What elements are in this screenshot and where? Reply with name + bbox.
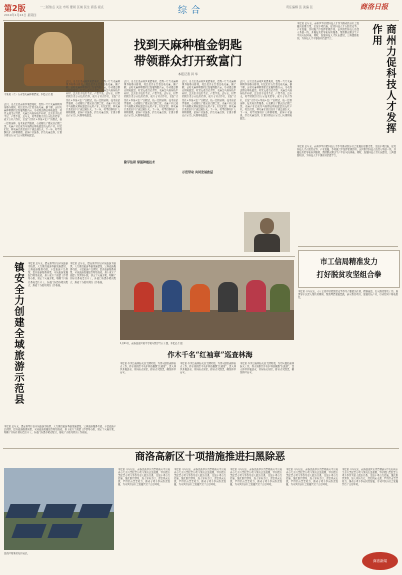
bottom-body-5: 本报讯 今年以来，商洛高新区认真贯彻落实中央和省市关于扫黑除恶专项斗争的决策部署，坚持把扫黑除恶专项斗争作为重大政治任务，采取十项有力措施，强化组织领导，加大宣传力度，深挖线索来源，严厉打击黑恶势力，推动专项斗争向纵深发展，为全区经济社会发展营造了良好环境。 xyxy=(342,468,398,487)
zhenan-body-1: 本报讯 近年来，镇安县坚持以全域旅游为统领，大力推进旅游基础设施建设，完善旅游服务功能，丰富旅游产品供给，提升旅游服务质量，全域旅游发展取得明显成效。县上成立了创建工作领导小组，制定了实施方案，明确了目标任务和责任分工。各部门各镇办紧密配合，形成了齐抓共管的工作格局。 xyxy=(28,262,68,287)
poverty-title-1: 市工信局精准发力 xyxy=(320,257,378,266)
sub-heading-2: 示范带动 共同发展致富 xyxy=(182,170,214,174)
solar-panel xyxy=(41,504,76,518)
page-links[interactable]: 一二版焦点 关注 市场 要闻 区域 民生 商洛 视点 xyxy=(40,5,104,9)
hongxiu-body-3: 本报讯 冬季是森林防火的关键时期，为切实做好森林防火工作，柞水县组织千名护林员佩戴“红袖章”，深入林区开展巡查，宣传防火知识，排查火灾隐患，确保林区安全。 xyxy=(240,362,294,375)
bottom-body-4: 本报讯 今年以来，商洛高新区认真贯彻落实中央和省市关于扫黑除恶专项斗争的决策部署，坚持把扫黑除恶专项斗争作为重大政治任务，采取十项有力措施，强化组织领导，加大宣传力度，深挖线索来源，严厉打击黑恶势力，推动专项斗争向纵深发展，为全区经济社会发展营造了良好环境。 xyxy=(286,468,338,487)
main-body-col-5: 近日，记者走进商州区某镇某村，看到一片片天麻种植基地整齐排列，村民们正在忙着采收天麻。据了解，该村天麻种植面积已发展到数百亩，带动周边群众增收致富。村党支部书记介绍，天麻是当地传统中药材，过去由于技术不足，产量不高。近年来，村里积极引进专家技术指导，成立专业合作社，采取“合作社+基地+农户”的模式，统一提供菌种、技术和销售服务，有效解决了群众的后顾之忧。天麻产业已成为当地群众增收致富的支柱产业。村民们说，种天麻让我们的日子越过越红火。下一步，村里将继续扩大种植规模，延伸产业链条，打造天麻品牌，让更多群众在家门口实现增收致富。 xyxy=(240,80,292,121)
solar-panel xyxy=(11,524,46,538)
section-rule-3 xyxy=(3,448,399,449)
main-body-col-4: 近日，记者走进商州区某镇某村，看到一片片天麻种植基地整齐排列，村民们正在忙着采收天麻。据了解，该村天麻种植面积已发展到数百亩，带动周边群众增收致富。村党支部书记介绍，天麻是当地传统中药材，过去由于技术不足，产量不高。近年来，村里积极引进专家技术指导，成立专业合作社，采取“合作社+基地+农户”的模式，统一提供菌种、技术和销售服务，有效解决了群众的后顾之忧。天麻产业已成为当地群众增收致富的支柱产业。村民们说，种天麻让我们的日子越过越红火。下一步，村里将继续扩大种植规模，延伸产业链条，打造天麻品牌，让更多群众在家门口实现增收致富。 xyxy=(182,80,236,118)
student-figure xyxy=(134,282,154,312)
student-figure xyxy=(218,282,238,312)
student-figure xyxy=(190,284,210,312)
corner-badge: 商洛新闻 xyxy=(362,552,398,570)
bottom-body-2: 本报讯 今年以来，商洛高新区认真贯彻落实中央和省市关于扫黑除恶专项斗争的决策部署，坚持把扫黑除恶专项斗争作为重大政治任务，采取十项有力措施，强化组织领导，加大宣传力度，深挖线索来源，严厉打击黑恶势力，推动专项斗争向纵深发展，为全区经济社会发展营造了良好环境。 xyxy=(174,468,226,487)
classroom-photo xyxy=(120,260,294,340)
student-figure xyxy=(270,284,290,312)
photo-caption: 王某某（左）在查看天麻种植情况。本报记者 摄 xyxy=(4,93,53,96)
bottom-headline: 商洛高新区十项措施推进扫黑除恶 xyxy=(135,452,285,463)
classroom-caption: 1月21日，商洛高新区某中学某年级学生在上课。本报记者 摄 xyxy=(120,342,183,345)
section-title: 综合 xyxy=(178,6,205,16)
editor-credit: 责任编辑 张 美编 张 xyxy=(286,5,313,9)
desk-row xyxy=(120,310,294,340)
portrait-face xyxy=(260,218,274,234)
zhenan-vertical-title: 镇安全力创建全域旅游示范县 xyxy=(12,262,23,405)
sub-heading-1: 勤学钻研 掌握种植技术 xyxy=(124,160,156,164)
header-rule xyxy=(3,20,399,21)
main-body-col-3: 近日，记者走进商州区某镇某村，看到一片片天麻种植基地整齐排列，村民们正在忙着采收天麻。据了解，该村天麻种植面积已发展到数百亩，带动周边群众增收致富。村党支部书记介绍，天麻是当地传统中药材，过去由于技术不足，产量不高。近年来，村里积极引进专家技术指导，成立专业合作社，采取“合作社+基地+农户”的模式，统一提供菌种、技术和销售服务，有效解决了群众的后顾之忧。天麻产业已成为当地群众增收致富的支柱产业。村民们说，种天麻让我们的日子越过越红火。下一步，村里将继续扩大种植规模，延伸产业链条，打造天麻品牌，让更多群众在家门口实现增收致富。 xyxy=(124,80,178,118)
main-headline-2: 带领群众打开致富门 xyxy=(133,54,242,68)
poverty-body: 本报讯 今年以来，市工信局坚持把脱贫攻坚作为首要政治任务，精准施策，扎实推进帮扶工作。局领导多次深入帮扶村调研，帮助理清发展思路，落实帮扶项目，发展特色产业，带动贫困户增收脱贫。 xyxy=(298,290,398,300)
solar-photo xyxy=(4,468,114,550)
section-rule-1 xyxy=(3,256,295,257)
section-rule-2 xyxy=(298,246,398,247)
masthead xyxy=(0,0,402,21)
poverty-title-box xyxy=(298,250,400,288)
main-body-col-1: 近日，记者走进商州区某镇某村，看到一片片天麻种植基地整齐排列，村民们正在忙着采收天麻。据了解，该村天麻种植面积已发展到数百亩，带动周边群众增收致富。村党支部书记介绍，天麻是当地传统中药材，过去由于技术不足，产量不高。近年来，村里积极引进专家技术指导，成立专业合作社，采取“合作社+基地+农户”的模式，统一提供菌种、技术和销售服务，有效解决了群众的后顾之忧。天麻产业已成为当地群众增收致富的支柱产业。村民们说，种天麻让我们的日子越过越红火。下一步，村里将继续扩大种植规模，延伸产业链条，打造天麻品牌，让更多群众在家门口实现增收致富。 xyxy=(4,103,62,137)
poverty-title-2: 打好脱贫攻坚组合拳 xyxy=(316,270,382,279)
newspaper-logo: 商洛日报 xyxy=(360,2,388,11)
page-label: 第2版 xyxy=(4,4,26,13)
bottom-body-1: 本报讯 今年以来，商洛高新区认真贯彻落实中央和省市关于扫黑除恶专项斗争的决策部署，坚持把扫黑除恶专项斗争作为重大政治任务，采取十项有力措施，强化组织领导，加大宣传力度，深挖线索来源，严厉打击黑恶势力，推动专项斗争向纵深发展，为全区经济社会发展营造了良好环境。 xyxy=(118,468,170,487)
student-figure xyxy=(162,280,182,312)
solar-panel xyxy=(77,504,112,518)
science-body-1: 本报讯 近年来，商州区坚持把科技人才作为推动经济社会发展的重要力量，采取多项措施，促进科技人才在脱贫攻坚、产业发展、乡村振兴中发挥积极作用。该区组织科技人员深入基层一线，开展技术指导和培训服务，帮助群众解决生产中的实际困难。同时，加强科技人才队伍建设，完善激励机制，为科技人才干事创业搭建平台。 xyxy=(297,22,359,41)
bottom-body-3: 本报讯 今年以来，商洛高新区认真贯彻落实中央和省市关于扫黑除恶专项斗争的决策部署，坚持把扫黑除恶专项斗争作为重大政治任务，采取十项有力措施，强化组织领导，加大宣传力度，深挖线索来源，严厉打击黑恶势力，推动专项斗争向纵深发展，为全区经济社会发展营造了良好环境。 xyxy=(230,468,282,487)
student-figure xyxy=(246,280,266,312)
solar-caption: 高新区某某村光伏电站。 xyxy=(4,552,30,555)
science-body-2: 本报讯 近年来，商州区坚持把科技人才作为推动经济社会发展的重要力量，采取多项措施，促进科技人才在脱贫攻坚、产业发展、乡村振兴中发挥积极作用。该区组织科技人员深入基层一线，开展技术指导和培训服务，帮助群众解决生产中的实际困难。同时，加强科技人才队伍建设，完善激励机制，为科技人才干事创业搭建平台。 xyxy=(297,145,396,158)
portrait-photo xyxy=(244,212,290,252)
hongxiu-headline: 作木千名“红袖章”巡查林海 xyxy=(167,350,253,359)
hongxiu-body-1: 本报讯 冬季是森林防火的关键时期，为切实做好森林防火工作，柞水县组织千名护林员佩戴“红袖章”，深入林区开展巡查，宣传防火知识，排查火灾隐患，确保林区安全。 xyxy=(120,362,176,375)
solar-panel xyxy=(47,524,82,538)
issue-date: 2019年1月24日 星期四 xyxy=(4,13,37,17)
zhenan-body-3: 本报讯 近年来，镇安县坚持以全域旅游为统领，大力推进旅游基础设施建设，完善旅游服务功能，丰富旅游产品供给，提升旅游服务质量，全域旅游发展取得明显成效。县上成立了创建工作领导小组，制定了实施方案，明确了目标任务和责任分工。各部门各镇办紧密配合，形成了齐抓共管的工作格局。 xyxy=(4,425,116,435)
zhenan-body-2: 本报讯 近年来，镇安县坚持以全域旅游为统领，大力推进旅游基础设施建设，完善旅游服务功能，丰富旅游产品供给，提升旅游服务质量，全域旅游发展取得明显成效。县上成立了创建工作领导小组，制定了实施方案，明确了目标任务和责任分工。各部门各镇办紧密配合，形成了齐抓共管的工作格局。 xyxy=(70,262,116,284)
main-body-col-2: 近日，记者走进商州区某镇某村，看到一片片天麻种植基地整齐排列，村民们正在忙着采收天麻。据了解，该村天麻种植面积已发展到数百亩，带动周边群众增收致富。村党支部书记介绍，天麻是当地传统中药材，过去由于技术不足，产量不高。近年来，村里积极引进专家技术指导，成立专业合作社，采取“合作社+基地+农户”的模式，统一提供菌种、技术和销售服务，有效解决了群众的后顾之忧。天麻产业已成为当地群众增收致富的支柱产业。村民们说，种天麻让我们的日子越过越红火。下一步，村里将继续扩大种植规模，延伸产业链条，打造天麻品牌，让更多群众在家门口实现增收致富。 xyxy=(66,80,120,118)
portrait-body xyxy=(254,234,280,252)
main-headline-1: 找到天麻种植金钥匙 xyxy=(133,38,242,52)
solar-panel xyxy=(5,504,40,518)
science-vertical-title: 商州力促科技人才发挥作用 xyxy=(370,24,395,134)
hongxiu-body-2: 本报讯 冬季是森林防火的关键时期，为切实做好森林防火工作，柞水县组织千名护林员佩戴“红袖章”，深入林区开展巡查，宣传防火知识，排查火灾隐患，确保林区安全。 xyxy=(180,362,236,375)
main-byline: 本报记者 肖 华 xyxy=(178,72,198,76)
